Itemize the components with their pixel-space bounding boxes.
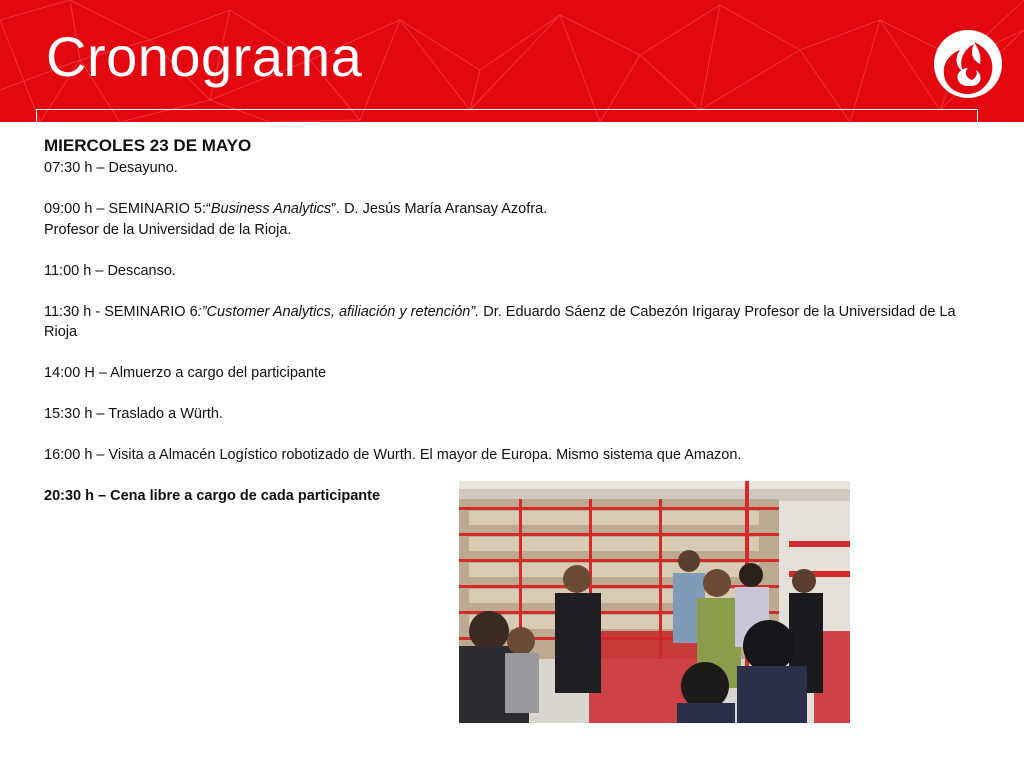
schedule-text: SEMINARIO 6 <box>104 303 198 320</box>
schedule-content <box>44 134 974 507</box>
schedule-time: 20:30 h – <box>44 488 111 504</box>
schedule-text: Traslado a Würth. <box>108 406 223 422</box>
schedule-text: Dr. Eduardo Sáenz de Cabezón Irigaray Profesor de la Universidad de La Rioja <box>44 303 956 340</box>
schedule-time: 11:30 h - <box>44 303 105 320</box>
schedule-text: SEMINARIO 5:“ <box>108 201 211 217</box>
seminar-title: Business Analytics <box>210 201 332 217</box>
schedule-item <box>44 445 974 466</box>
schedule-item <box>44 158 974 179</box>
schedule-time: 15:30 h – <box>44 406 109 422</box>
schedule-item-line2: Profesor de la Universidad de la Rioja. <box>44 221 292 238</box>
page-title: Cronograma <box>46 25 363 88</box>
warehouse-photo-drawing <box>459 481 850 723</box>
schedule-time: 14:00 H – <box>44 365 111 381</box>
schedule-text: Cena libre a cargo de cada participante <box>110 488 381 504</box>
schedule-text: Descanso. <box>107 262 176 279</box>
schedule-day-heading: MIERCOLES 23 DE MAYO <box>44 136 252 155</box>
schedule-item <box>44 199 974 220</box>
schedule-time: 11:00 h – <box>44 262 108 279</box>
schedule-item <box>44 404 974 425</box>
schedule-text: Almuerzo a cargo del participante <box>110 365 327 381</box>
warehouse-group-photo <box>459 481 850 723</box>
schedule-text: ”. D. Jesús María Aransay Azofra. <box>331 201 548 217</box>
schedule-text: Visita a Almacén Logístico robotizado de Wurth. El mayor de Europa. Mismo sistema que Amazon. <box>108 447 742 463</box>
flame-logo-icon <box>930 24 1006 100</box>
schedule-time: 16:00 h – <box>44 447 109 463</box>
schedule-item <box>44 363 974 384</box>
seminar-title: :”Customer Analytics, afiliación y retención”. <box>197 303 480 320</box>
schedule-item <box>44 261 974 282</box>
header-banner <box>0 0 1024 122</box>
schedule-text: Desayuno. <box>108 160 178 176</box>
schedule-time: 09:00 h – <box>44 201 109 217</box>
schedule-item <box>44 302 974 343</box>
schedule-time: 07:30 h – <box>44 160 109 176</box>
